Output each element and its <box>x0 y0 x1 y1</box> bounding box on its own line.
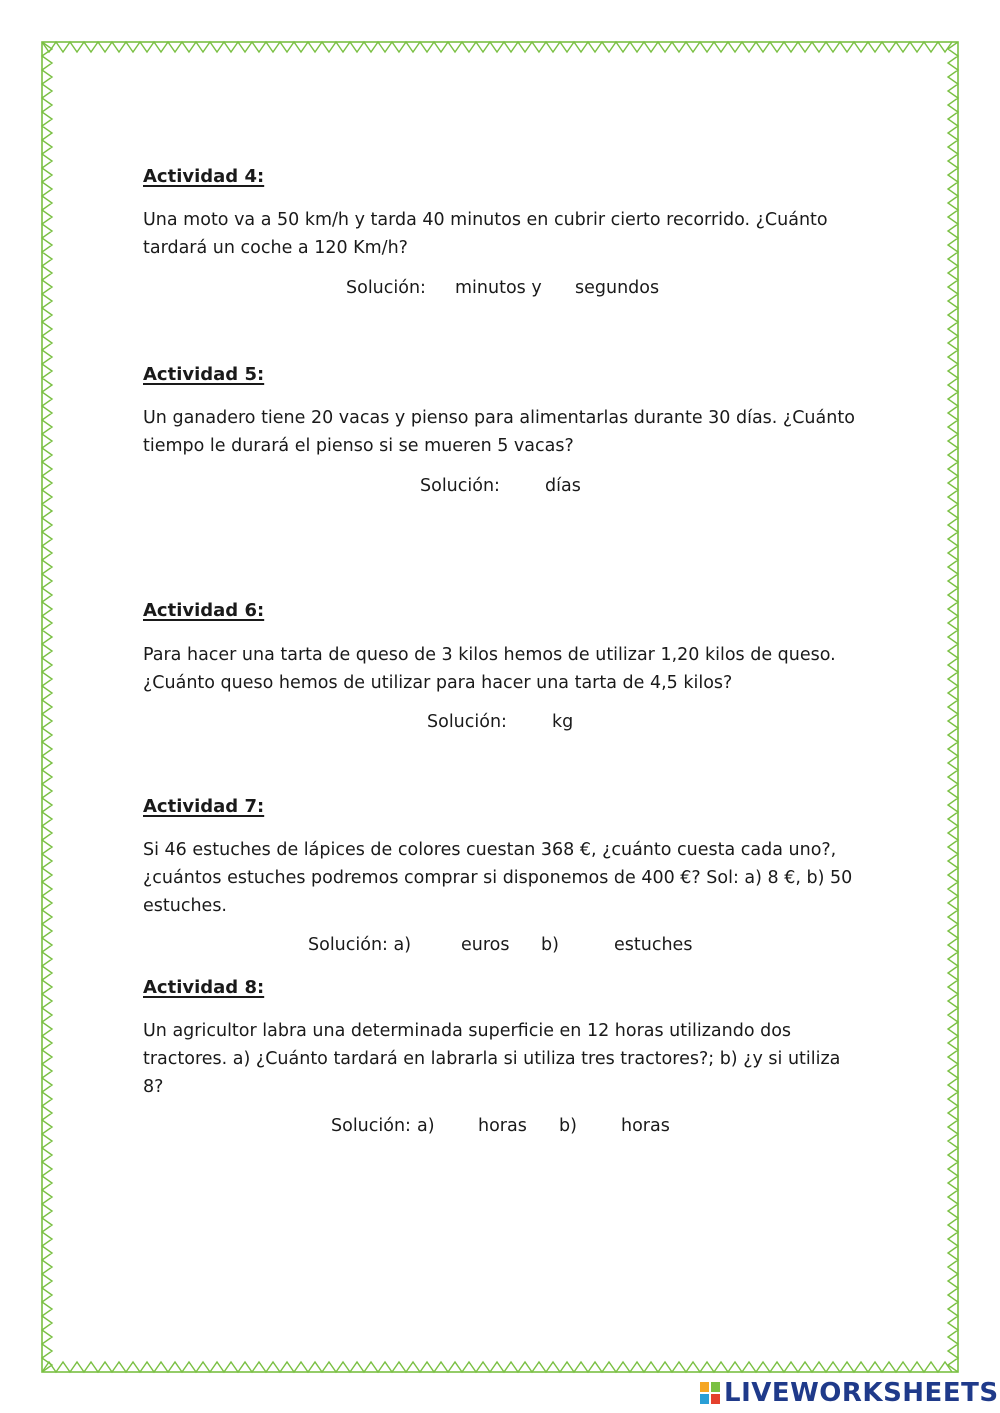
unit-label: segundos <box>575 278 660 298</box>
liveworksheets-logo-icon <box>700 1382 720 1404</box>
unit-label: horas <box>621 1116 670 1136</box>
activity-4-text: Una moto va a 50 km/h y tarda 40 minutos en cubrir cierto recorrido. ¿Cuánto tardará un coche a 120 Km/h? <box>143 210 828 258</box>
unit-label: horas <box>478 1116 527 1136</box>
activity-5-title: Actividad 5: <box>143 364 265 385</box>
answer-input-days[interactable] <box>502 474 544 502</box>
activity-7-title: Actividad 7: <box>143 796 265 817</box>
liveworksheets-logo[interactable] <box>700 1378 999 1408</box>
answer-input-minutes[interactable] <box>428 276 454 304</box>
answer-input-euros[interactable] <box>412 933 460 961</box>
answer-input-hours-b[interactable] <box>582 1114 620 1142</box>
activity-7-text: Si 46 estuches de lápices de colores cuestan 368 €, ¿cuánto cuesta cada uno?, ¿cuántos estuches podremos comprar si disponemos de 400 €? Sol: a) 8 €, b) 50 estuches. <box>143 840 853 916</box>
activity-6-title: Actividad 6: <box>143 600 265 621</box>
activity-5-solution <box>0 476 1000 576</box>
unit-label: estuches <box>614 935 693 955</box>
activity-4-solution <box>0 278 1000 418</box>
unit-label: minutos y <box>455 278 542 298</box>
answer-input-estuches[interactable] <box>565 933 613 961</box>
activity-6-text: Para hacer una tarta de queso de 3 kilos hemos de utilizar 1,20 kilos de queso. ¿Cuánto queso hemos de utilizar para hacer una tarta de 4,5 kilos? <box>143 645 836 693</box>
answer-input-kg[interactable] <box>509 710 551 738</box>
solution-label: Solución: <box>420 476 500 496</box>
solution-label: Solución: <box>346 278 426 298</box>
unit-label: euros <box>461 935 510 955</box>
part-label: b) <box>541 935 559 955</box>
activity-8-solution <box>0 1116 1000 1296</box>
answer-input-seconds[interactable] <box>542 276 574 304</box>
unit-label: días <box>545 476 581 496</box>
part-label: b) <box>559 1116 577 1136</box>
activity-4-title: Actividad 4: <box>143 166 265 187</box>
answer-input-hours-a[interactable] <box>440 1114 478 1142</box>
solution-label: Solución: <box>331 1116 411 1136</box>
unit-label: kg <box>552 712 574 732</box>
part-label: a) <box>417 1116 435 1136</box>
logo-text: LIVEWORKSHEETS <box>724 1378 999 1408</box>
activity-5-text: Un ganadero tiene 20 vacas y pienso para alimentarlas durante 30 días. ¿Cuánto tiempo le durará el pienso si se mueren 5 vacas? <box>143 408 855 456</box>
activity-8-title: Actividad 8: <box>143 977 265 998</box>
activity-8-text: Un agricultor labra una determinada superficie en 12 horas utilizando dos tractores. a) ¿Cuánto tardará en labrarla si utiliza tres tractores?; b) ¿y si utiliza 8? <box>143 1021 841 1097</box>
solution-label: Solución: a) <box>308 935 412 955</box>
solution-label: Solución: <box>427 712 507 732</box>
